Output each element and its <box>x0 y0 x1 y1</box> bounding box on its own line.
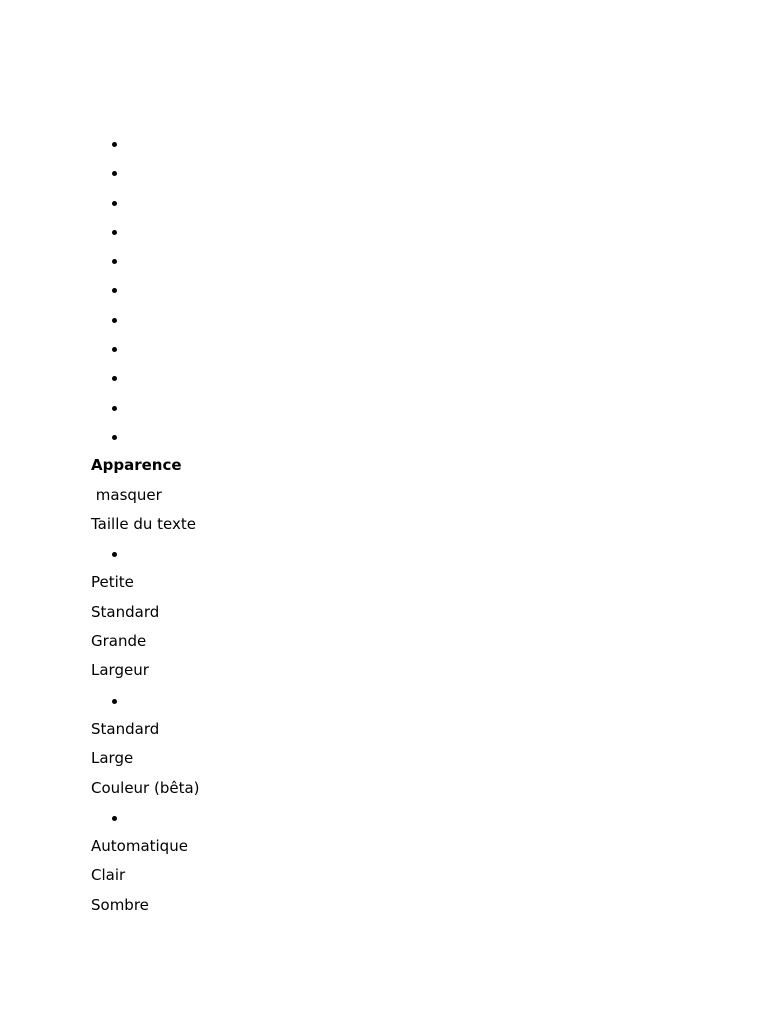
bullet-icon <box>112 406 117 411</box>
bullet-icon <box>112 288 117 293</box>
bullet-icon <box>112 318 117 323</box>
list-item <box>91 217 691 246</box>
empty-bullet-list <box>91 129 691 451</box>
page-content <box>91 129 691 920</box>
width-option-standard[interactable]: Standard <box>91 719 160 738</box>
list-item <box>91 246 691 275</box>
bullet-icon <box>112 816 117 821</box>
bullet-icon <box>112 201 117 206</box>
list-item <box>91 393 691 422</box>
bullet-icon <box>112 699 117 704</box>
list-item <box>91 158 691 187</box>
bullet-icon <box>112 259 117 264</box>
width-label: Largeur <box>91 661 149 680</box>
text-size-option-small[interactable]: Petite <box>91 573 134 592</box>
bullet-icon <box>112 435 117 440</box>
text-size-option-standard[interactable]: Standard <box>91 602 160 621</box>
bullet-icon <box>112 552 117 557</box>
color-option-dark[interactable]: Sombre <box>91 895 149 914</box>
hide-appearance-button[interactable]: masquer <box>91 485 162 504</box>
list-item <box>91 803 691 832</box>
color-option-light[interactable]: Clair <box>91 866 126 885</box>
list-item <box>91 422 691 451</box>
appearance-heading: Apparence <box>91 456 182 475</box>
bullet-icon <box>112 142 117 147</box>
list-item <box>91 539 691 568</box>
bullet-icon <box>112 171 117 176</box>
list-item <box>91 188 691 217</box>
bullet-icon <box>112 347 117 352</box>
color-option-automatic[interactable]: Automatique <box>91 837 188 856</box>
list-item <box>91 275 691 304</box>
bullet-icon <box>112 376 117 381</box>
list-item <box>91 363 691 392</box>
bullet-icon <box>112 230 117 235</box>
width-option-wide[interactable]: Large <box>91 749 134 768</box>
list-item <box>91 334 691 363</box>
list-item <box>91 305 691 334</box>
text-size-label: Taille du texte <box>91 514 196 533</box>
list-item <box>91 686 691 715</box>
color-label: Couleur (bêta) <box>91 778 200 797</box>
list-item <box>91 129 691 158</box>
text-size-option-large[interactable]: Grande <box>91 632 147 651</box>
